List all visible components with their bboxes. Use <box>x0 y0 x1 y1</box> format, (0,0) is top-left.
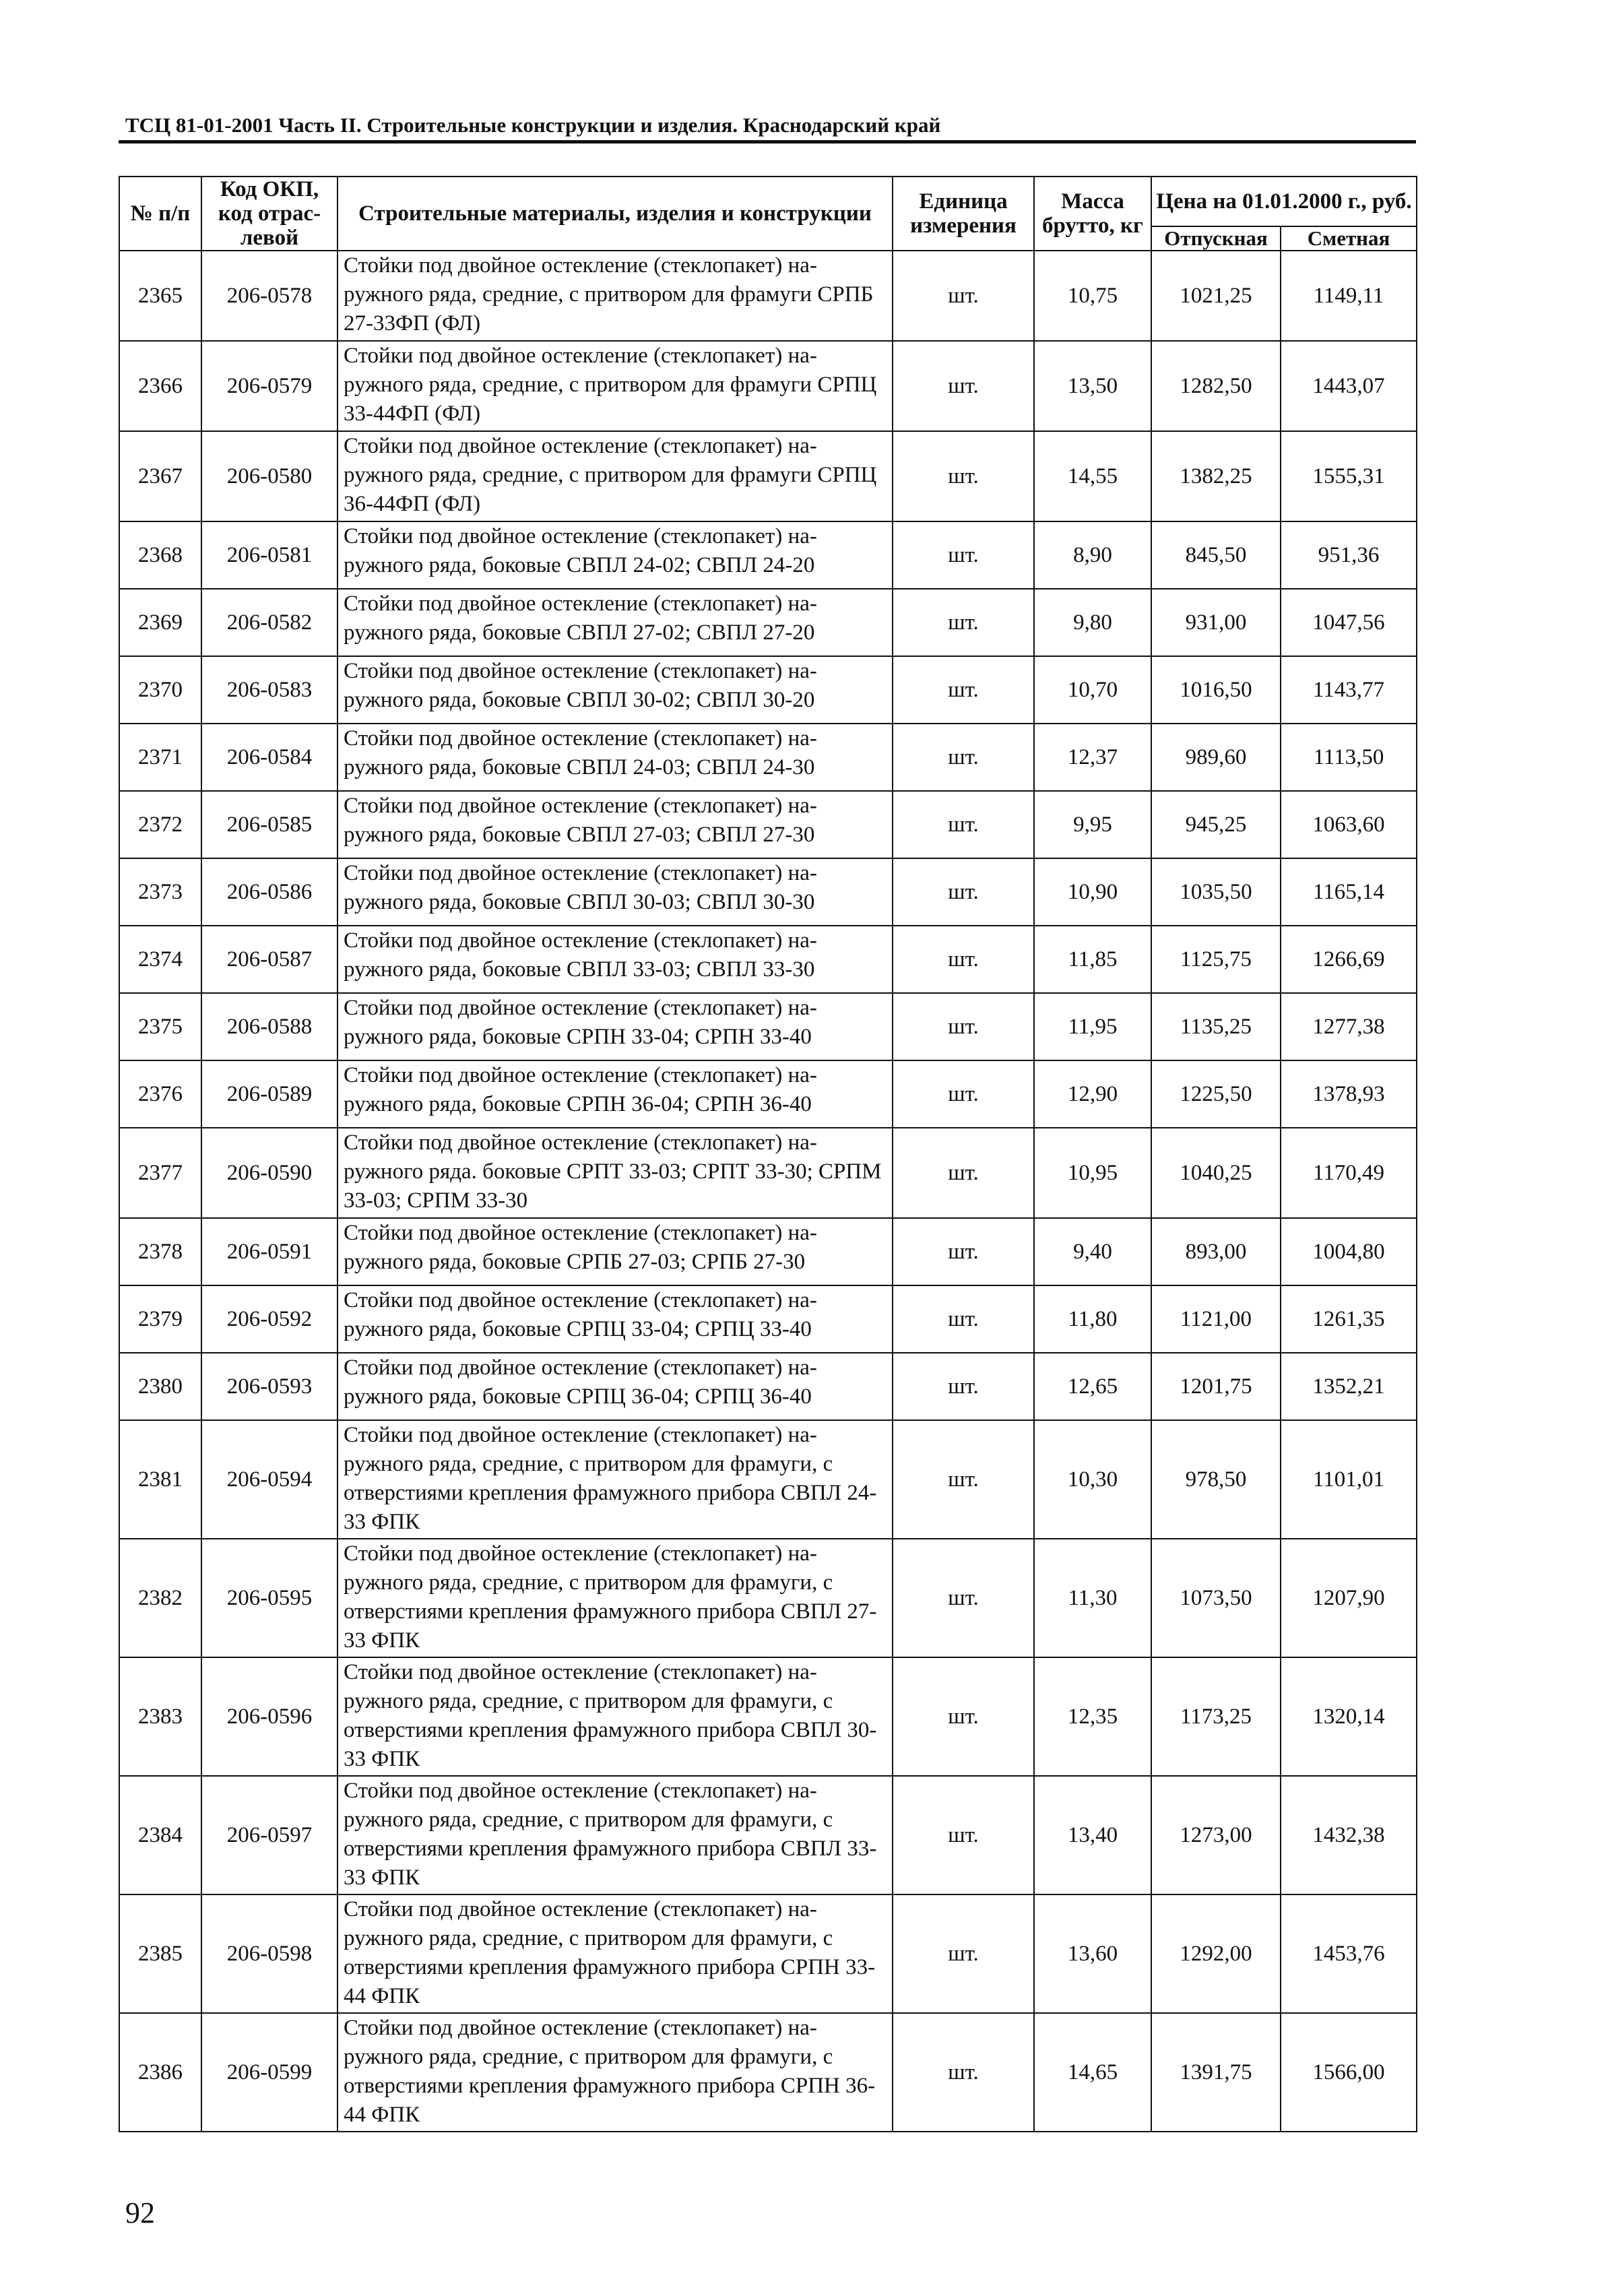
unit-of-measure: шт. <box>893 1353 1034 1420</box>
gross-mass: 11,85 <box>1034 926 1151 993</box>
gross-mass: 10,30 <box>1034 1420 1151 1539</box>
col-header-num: № п/п <box>119 177 201 251</box>
gross-mass: 9,40 <box>1034 1218 1151 1285</box>
row-number: 2386 <box>119 2013 201 2132</box>
release-price: 1225,50 <box>1151 1060 1281 1128</box>
table-row <box>119 589 1417 656</box>
release-price: 1282,50 <box>1151 341 1281 431</box>
page-number: 92 <box>125 2196 155 2229</box>
table-row <box>119 926 1417 993</box>
material-description: Стойки под двойное остекление (стеклопакет) на-ружного ряда, боковые СРПН 36-04; СРПН 36-40 <box>337 1060 893 1128</box>
table-row <box>119 521 1417 589</box>
okp-code: 206-0586 <box>201 858 337 926</box>
table-row <box>119 251 1417 341</box>
material-description: Стойки под двойное остекление (стеклопакет) на-ружного ряда, боковые СВПЛ 30-02; СВПЛ 30-20 <box>337 656 893 724</box>
release-price: 893,00 <box>1151 1218 1281 1285</box>
gross-mass: 12,90 <box>1034 1060 1151 1128</box>
estimate-price: 1432,38 <box>1281 1776 1417 1894</box>
material-description: Стойки под двойное остекление (стеклопакет) на-ружного ряда, боковые СРПЦ 33-04; СРПЦ 33-40 <box>337 1285 893 1353</box>
material-description: Стойки под двойное остекление (стеклопакет) на-ружного ряда, средние, с притвором для фрамуги, с отверстиями крепления фрамужного прибора СВПЛ 30-33 ФПК <box>337 1657 893 1776</box>
table-row <box>119 1539 1417 1657</box>
estimate-price: 1149,11 <box>1281 251 1417 341</box>
release-price: 1040,25 <box>1151 1128 1281 1218</box>
gross-mass: 10,70 <box>1034 656 1151 724</box>
row-number: 2378 <box>119 1218 201 1285</box>
estimate-price: 1004,80 <box>1281 1218 1417 1285</box>
unit-of-measure: шт. <box>893 1060 1034 1128</box>
row-number: 2369 <box>119 589 201 656</box>
release-price: 1273,00 <box>1151 1776 1281 1894</box>
col-header-unit: Единица измерения <box>893 177 1034 251</box>
row-number: 2373 <box>119 858 201 926</box>
okp-code: 206-0593 <box>201 1353 337 1420</box>
row-number: 2375 <box>119 993 201 1060</box>
gross-mass: 10,75 <box>1034 251 1151 341</box>
table-row <box>119 1353 1417 1420</box>
table-row <box>119 656 1417 724</box>
material-description: Стойки под двойное остекление (стеклопакет) на-ружного ряда, боковые СРПБ 27-03; СРПБ 27-30 <box>337 1218 893 1285</box>
col-header-code: Код ОКП, код отрас-левой <box>201 177 337 251</box>
table-row <box>119 1894 1417 2013</box>
gross-mass: 14,55 <box>1034 431 1151 521</box>
unit-of-measure: шт. <box>893 589 1034 656</box>
unit-of-measure: шт. <box>893 724 1034 791</box>
unit-of-measure: шт. <box>893 251 1034 341</box>
release-price: 1292,00 <box>1151 1894 1281 2013</box>
release-price: 1016,50 <box>1151 656 1281 724</box>
unit-of-measure: шт. <box>893 2013 1034 2132</box>
unit-of-measure: шт. <box>893 993 1034 1060</box>
table-row <box>119 341 1417 431</box>
unit-of-measure: шт. <box>893 1285 1034 1353</box>
unit-of-measure: шт. <box>893 858 1034 926</box>
unit-of-measure: шт. <box>893 1776 1034 1894</box>
estimate-price: 1063,60 <box>1281 791 1417 858</box>
gross-mass: 11,80 <box>1034 1285 1151 1353</box>
unit-of-measure: шт. <box>893 1539 1034 1657</box>
release-price: 1173,25 <box>1151 1657 1281 1776</box>
release-price: 945,25 <box>1151 791 1281 858</box>
material-description: Стойки под двойное остекление (стеклопакет) на-ружного ряда, боковые СВПЛ 33-03; СВПЛ 33-30 <box>337 926 893 993</box>
unit-of-measure: шт. <box>893 1128 1034 1218</box>
material-description: Стойки под двойное остекление (стеклопакет) на-ружного ряда, боковые СВПЛ 27-02; СВПЛ 27-20 <box>337 589 893 656</box>
estimate-price: 1443,07 <box>1281 341 1417 431</box>
row-number: 2376 <box>119 1060 201 1128</box>
okp-code: 206-0588 <box>201 993 337 1060</box>
okp-code: 206-0587 <box>201 926 337 993</box>
gross-mass: 11,95 <box>1034 993 1151 1060</box>
material-description: Стойки под двойное остекление (стеклопакет) на-ружного ряда, средние, с притвором для фрамуги СРПЦ 33-44ФП (ФЛ) <box>337 341 893 431</box>
estimate-price: 1165,14 <box>1281 858 1417 926</box>
unit-of-measure: шт. <box>893 521 1034 589</box>
release-price: 1135,25 <box>1151 993 1281 1060</box>
release-price: 978,50 <box>1151 1420 1281 1539</box>
okp-code: 206-0581 <box>201 521 337 589</box>
material-description: Стойки под двойное остекление (стеклопакет) на-ружного ряда, средние, с притвором для фрамуги, с отверстиями крепления фрамужного прибора СРПН 33-44 ФПК <box>337 1894 893 2013</box>
estimate-price: 1320,14 <box>1281 1657 1417 1776</box>
gross-mass: 14,65 <box>1034 2013 1151 2132</box>
material-description: Стойки под двойное остекление (стеклопакет) на-ружного ряда, боковые СВПЛ 24-03; СВПЛ 24-30 <box>337 724 893 791</box>
unit-of-measure: шт. <box>893 926 1034 993</box>
row-number: 2377 <box>119 1128 201 1218</box>
gross-mass: 10,95 <box>1034 1128 1151 1218</box>
row-number: 2367 <box>119 431 201 521</box>
material-description: Стойки под двойное остекление (стеклопакет) на-ружного ряда, боковые СВПЛ 24-02; СВПЛ 24-20 <box>337 521 893 589</box>
unit-of-measure: шт. <box>893 1218 1034 1285</box>
estimate-price: 1555,31 <box>1281 431 1417 521</box>
row-number: 2371 <box>119 724 201 791</box>
col-header-name: Строительные материалы, изделия и конструкции <box>337 177 893 251</box>
estimate-price: 1261,35 <box>1281 1285 1417 1353</box>
table-row <box>119 724 1417 791</box>
material-description: Стойки под двойное остекление (стеклопакет) на-ружного ряда, средние, с притвором для фрамуги, с отверстиями крепления фрамужного прибора СВПЛ 33-33 ФПК <box>337 1776 893 1894</box>
col-header-estimate: Сметная <box>1281 226 1417 251</box>
okp-code: 206-0579 <box>201 341 337 431</box>
gross-mass: 13,60 <box>1034 1894 1151 2013</box>
okp-code: 206-0599 <box>201 2013 337 2132</box>
okp-code: 206-0598 <box>201 1894 337 2013</box>
row-number: 2380 <box>119 1353 201 1420</box>
col-header-release: Отпускная <box>1151 226 1281 251</box>
row-number: 2366 <box>119 341 201 431</box>
price-table <box>119 176 1417 2132</box>
table-row <box>119 1776 1417 1894</box>
material-description: Стойки под двойное остекление (стеклопакет) на-ружного ряда, средние, с притвором для фрамуги, с отверстиями крепления фрамужного прибора СРПН 36-44 ФПК <box>337 2013 893 2132</box>
estimate-price: 1266,69 <box>1281 926 1417 993</box>
okp-code: 206-0584 <box>201 724 337 791</box>
row-number: 2368 <box>119 521 201 589</box>
gross-mass: 11,30 <box>1034 1539 1151 1657</box>
release-price: 1391,75 <box>1151 2013 1281 2132</box>
gross-mass: 12,35 <box>1034 1657 1151 1776</box>
table-head <box>119 177 1417 251</box>
okp-code: 206-0583 <box>201 656 337 724</box>
unit-of-measure: шт. <box>893 656 1034 724</box>
gross-mass: 9,95 <box>1034 791 1151 858</box>
estimate-price: 1277,38 <box>1281 993 1417 1060</box>
estimate-price: 1101,01 <box>1281 1420 1417 1539</box>
okp-code: 206-0590 <box>201 1128 337 1218</box>
table-row <box>119 993 1417 1060</box>
table-body <box>119 251 1417 2132</box>
gross-mass: 13,40 <box>1034 1776 1151 1894</box>
estimate-price: 1113,50 <box>1281 724 1417 791</box>
okp-code: 206-0592 <box>201 1285 337 1353</box>
unit-of-measure: шт. <box>893 791 1034 858</box>
table-row <box>119 2013 1417 2132</box>
okp-code: 206-0595 <box>201 1539 337 1657</box>
estimate-price: 951,36 <box>1281 521 1417 589</box>
okp-code: 206-0596 <box>201 1657 337 1776</box>
estimate-price: 1207,90 <box>1281 1539 1417 1657</box>
table-row <box>119 1657 1417 1776</box>
estimate-price: 1170,49 <box>1281 1128 1417 1218</box>
estimate-price: 1143,77 <box>1281 656 1417 724</box>
unit-of-measure: шт. <box>893 1420 1034 1539</box>
material-description: Стойки под двойное остекление (стеклопакет) на-ружного ряда, боковые СВПЛ 30-03; СВПЛ 30-30 <box>337 858 893 926</box>
table-row <box>119 1060 1417 1128</box>
okp-code: 206-0580 <box>201 431 337 521</box>
okp-code: 206-0594 <box>201 1420 337 1539</box>
table-row <box>119 1128 1417 1218</box>
okp-code: 206-0582 <box>201 589 337 656</box>
table-row <box>119 1218 1417 1285</box>
row-number: 2374 <box>119 926 201 993</box>
gross-mass: 10,90 <box>1034 858 1151 926</box>
estimate-price: 1047,56 <box>1281 589 1417 656</box>
okp-code: 206-0591 <box>201 1218 337 1285</box>
estimate-price: 1378,93 <box>1281 1060 1417 1128</box>
row-number: 2365 <box>119 251 201 341</box>
unit-of-measure: шт. <box>893 1657 1034 1776</box>
material-description: Стойки под двойное остекление (стеклопакет) на-ружного ряда. боковые СРПТ 33-03; СРПТ 33-30; СРПМ 33-03; СРПМ 33-30 <box>337 1128 893 1218</box>
unit-of-measure: шт. <box>893 1894 1034 2013</box>
row-number: 2381 <box>119 1420 201 1539</box>
material-description: Стойки под двойное остекление (стеклопакет) на-ружного ряда, средние, с притвором для фрамуги СРПБ 27-33ФП (ФЛ) <box>337 251 893 341</box>
material-description: Стойки под двойное остекление (стеклопакет) на-ружного ряда, боковые СРПН 33-04; СРПН 33-40 <box>337 993 893 1060</box>
material-description: Стойки под двойное остекление (стеклопакет) на-ружного ряда, средние, с притвором для фрамуги СРПЦ 36-44ФП (ФЛ) <box>337 431 893 521</box>
material-description: Стойки под двойное остекление (стеклопакет) на-ружного ряда, боковые СВПЛ 27-03; СВПЛ 27-30 <box>337 791 893 858</box>
release-price: 1201,75 <box>1151 1353 1281 1420</box>
table-row <box>119 1420 1417 1539</box>
table-row <box>119 858 1417 926</box>
table-row <box>119 791 1417 858</box>
row-number: 2372 <box>119 791 201 858</box>
row-number: 2370 <box>119 656 201 724</box>
release-price: 845,50 <box>1151 521 1281 589</box>
release-price: 1035,50 <box>1151 858 1281 926</box>
material-description: Стойки под двойное остекление (стеклопакет) на-ружного ряда, средние, с притвором для фрамуги, с отверстиями крепления фрамужного прибора СВПЛ 27-33 ФПК <box>337 1539 893 1657</box>
okp-code: 206-0585 <box>201 791 337 858</box>
estimate-price: 1566,00 <box>1281 2013 1417 2132</box>
col-header-mass: Масса брутто, кг <box>1034 177 1151 251</box>
col-header-price: Цена на 01.01.2000 г., руб. <box>1151 177 1417 226</box>
running-header: ТСЦ 81-01-2001 Часть II. Строительные конструкции и изделия. Краснодарский край <box>125 113 941 137</box>
okp-code: 206-0597 <box>201 1776 337 1894</box>
unit-of-measure: шт. <box>893 431 1034 521</box>
header-rule <box>119 140 1416 144</box>
release-price: 1073,50 <box>1151 1539 1281 1657</box>
okp-code: 206-0578 <box>201 251 337 341</box>
gross-mass: 12,65 <box>1034 1353 1151 1420</box>
row-number: 2384 <box>119 1776 201 1894</box>
material-description: Стойки под двойное остекление (стеклопакет) на-ружного ряда, средние, с притвором для фрамуги, с отверстиями крепления фрамужного прибора СВПЛ 24-33 ФПК <box>337 1420 893 1539</box>
row-number: 2385 <box>119 1894 201 2013</box>
estimate-price: 1352,21 <box>1281 1353 1417 1420</box>
estimate-price: 1453,76 <box>1281 1894 1417 2013</box>
gross-mass: 9,80 <box>1034 589 1151 656</box>
gross-mass: 13,50 <box>1034 341 1151 431</box>
row-number: 2383 <box>119 1657 201 1776</box>
material-description: Стойки под двойное остекление (стеклопакет) на-ружного ряда, боковые СРПЦ 36-04; СРПЦ 36-40 <box>337 1353 893 1420</box>
release-price: 931,00 <box>1151 589 1281 656</box>
release-price: 1021,25 <box>1151 251 1281 341</box>
release-price: 989,60 <box>1151 724 1281 791</box>
release-price: 1382,25 <box>1151 431 1281 521</box>
release-price: 1121,00 <box>1151 1285 1281 1353</box>
table-row <box>119 431 1417 521</box>
gross-mass: 12,37 <box>1034 724 1151 791</box>
release-price: 1125,75 <box>1151 926 1281 993</box>
unit-of-measure: шт. <box>893 341 1034 431</box>
gross-mass: 8,90 <box>1034 521 1151 589</box>
row-number: 2379 <box>119 1285 201 1353</box>
table-row <box>119 1285 1417 1353</box>
okp-code: 206-0589 <box>201 1060 337 1128</box>
row-number: 2382 <box>119 1539 201 1657</box>
